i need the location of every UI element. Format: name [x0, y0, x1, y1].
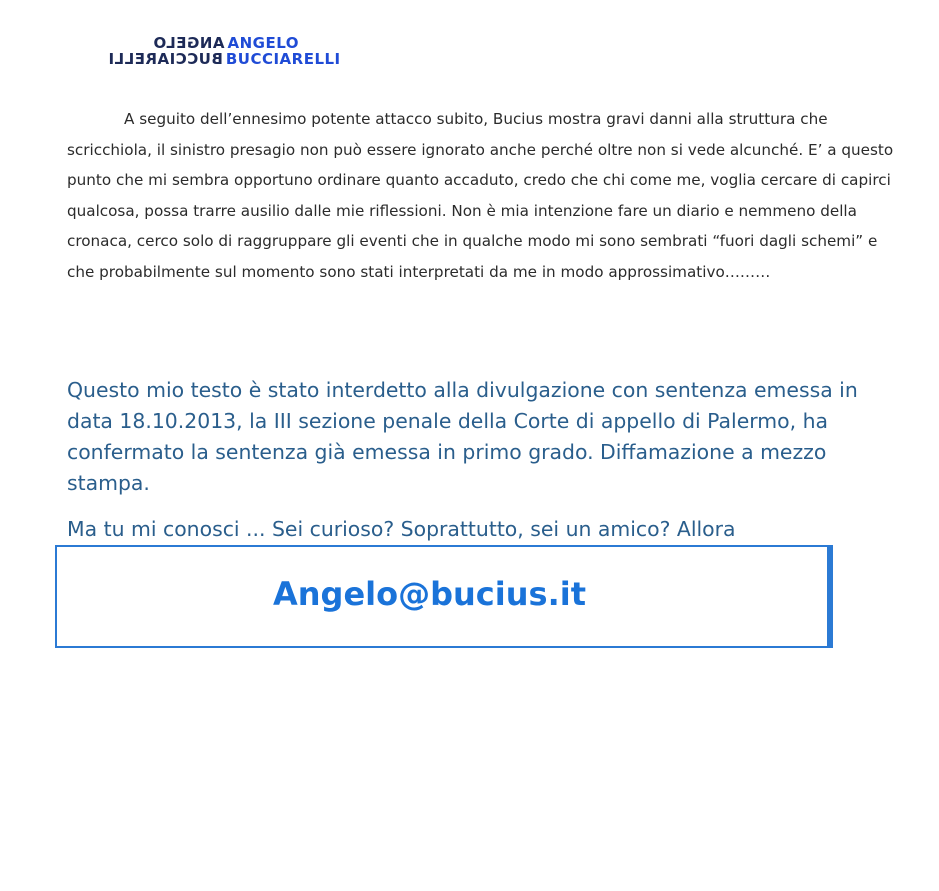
contact-box — [55, 545, 833, 648]
logo-row-bottom — [108, 52, 341, 67]
logo-last-name: BUCCIARELLI — [225, 50, 341, 68]
email-link[interactable]: Angelo@bucius.it — [273, 575, 586, 613]
legal-notice-paragraph: Questo mio testo è stato interdetto alla divulgazione con sentenza emessa in data 18.10.2013, la III sezione penale della Corte di appello di Palermo, ha confermato la sentenza già emessa in primo grado. Diffamazione a mezzo stampa. — [67, 378, 858, 495]
logo-first-name: ANGELO — [227, 34, 299, 52]
invitation-question: Ma tu mi conosci ... Sei curioso? Soprattutto, sei un amico? Allora — [67, 517, 736, 541]
logo-row-top — [108, 36, 299, 51]
logo-mirrored-last-name: BUCCIARELLI — [108, 50, 223, 68]
logo-mirrored-first-name: ANGELO — [153, 34, 225, 52]
author-logo — [108, 36, 368, 72]
intro-paragraph: A seguito dell’ennesimo potente attacco subito, Bucius mostra gravi danni alla struttura che scricchiola, il sinistro presagio non può essere ignorato anche perché oltre non si vede alcunché. E’ a questo punto che mi sembra opportuno ordinare quanto accaduto, credo che chi come me, voglia cercare di capirci qualcosa, possa trarre ausilio dalle mie riflessioni. Non è mia intenzione fare un diario e nemmeno della cronaca, cerco solo di raggruppare gli eventi che in qualche modo mi sono sembrati “fuori dagli schemi” e che probabilmente sul momento sono stati interpretati da me in modo approssimativo……… — [67, 110, 894, 281]
